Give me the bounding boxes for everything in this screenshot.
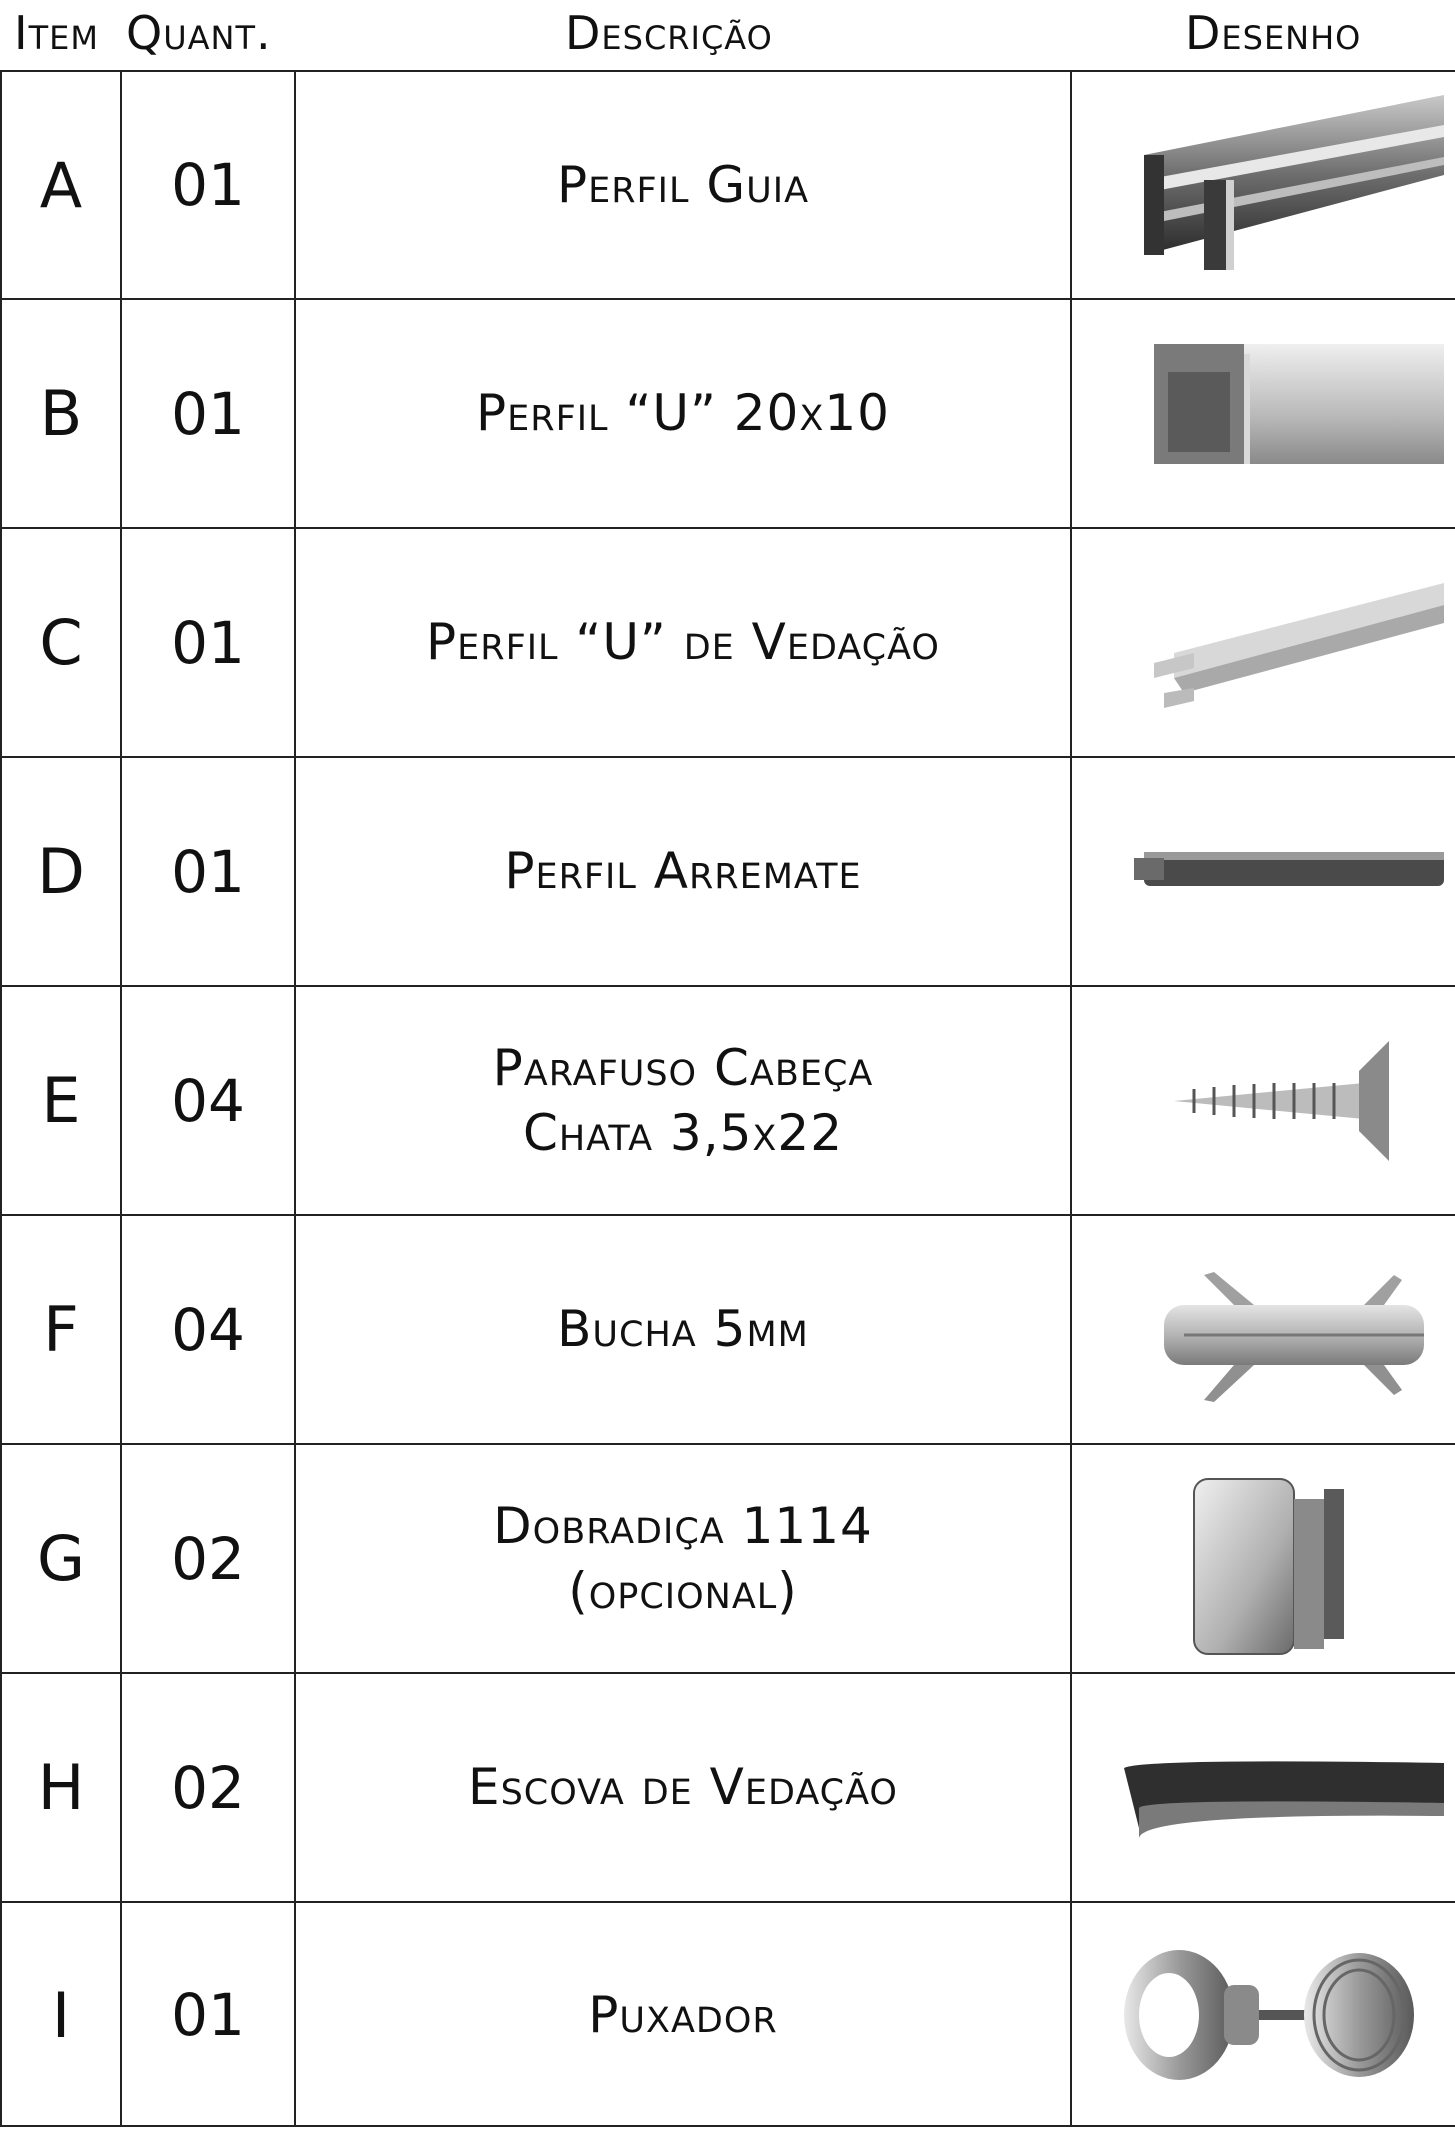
item-letter: B bbox=[0, 300, 122, 527]
item-letter: D bbox=[0, 758, 122, 985]
description-line: Perfil “U” 20x10 bbox=[476, 384, 890, 442]
table-row bbox=[0, 72, 1455, 300]
item-quantity: 02 bbox=[122, 1674, 296, 1901]
description-line: Bucha 5mm bbox=[557, 1300, 809, 1358]
description-line: Perfil “U” de Vedação bbox=[426, 613, 940, 671]
item-drawing bbox=[1072, 1674, 1455, 1901]
item-quantity: 01 bbox=[122, 300, 296, 527]
table-row bbox=[0, 1674, 1455, 1903]
item-description bbox=[296, 987, 1072, 1214]
item-quantity: 01 bbox=[122, 529, 296, 756]
table-row bbox=[0, 987, 1455, 1216]
item-quantity: 02 bbox=[122, 1445, 296, 1672]
item-drawing bbox=[1072, 1903, 1455, 2127]
item-letter: G bbox=[0, 1445, 122, 1672]
sealing-u-profile-icon bbox=[1084, 543, 1444, 743]
item-description bbox=[296, 1445, 1072, 1672]
item-description bbox=[296, 72, 1072, 298]
table-row bbox=[0, 1445, 1455, 1674]
item-letter: A bbox=[0, 72, 122, 298]
item-quantity: 01 bbox=[122, 72, 296, 298]
item-description bbox=[296, 1674, 1072, 1901]
description-line: Puxador bbox=[588, 1985, 778, 2044]
item-letter: E bbox=[0, 987, 122, 1214]
u-profile-icon bbox=[1084, 314, 1444, 514]
description-line: Escova de Vedação bbox=[468, 1758, 898, 1816]
item-drawing bbox=[1072, 72, 1455, 298]
item-description bbox=[296, 1216, 1072, 1443]
item-quantity: 01 bbox=[122, 758, 296, 985]
header-drawing: Desenho bbox=[1185, 6, 1362, 60]
finishing-profile-icon bbox=[1084, 772, 1444, 972]
table-row bbox=[0, 1216, 1455, 1445]
item-letter: F bbox=[0, 1216, 122, 1443]
item-quantity: 04 bbox=[122, 987, 296, 1214]
item-letter: H bbox=[0, 1674, 122, 1901]
item-quantity: 04 bbox=[122, 1216, 296, 1443]
item-letter: I bbox=[0, 1903, 122, 2127]
description-line: Dobradiça 1114 bbox=[493, 1496, 873, 1555]
description-line: Chata 3,5x22 bbox=[522, 1103, 844, 1162]
hinge-icon bbox=[1084, 1459, 1444, 1659]
item-drawing bbox=[1072, 1445, 1455, 1672]
description-line: Perfil Guia bbox=[556, 155, 810, 214]
item-drawing bbox=[1072, 529, 1455, 756]
sealing-brush-icon bbox=[1084, 1688, 1444, 1888]
screw-icon bbox=[1084, 1001, 1444, 1201]
description-line: (opcional) bbox=[568, 1561, 798, 1620]
parts-table bbox=[0, 70, 1455, 2127]
description-line: Perfil Arremate bbox=[504, 842, 862, 900]
guide-profile-icon bbox=[1084, 85, 1444, 285]
table-row bbox=[0, 758, 1455, 987]
item-description bbox=[296, 758, 1072, 985]
header-description: Descrição bbox=[565, 6, 773, 60]
table-row bbox=[0, 300, 1455, 529]
item-description bbox=[296, 300, 1072, 527]
item-description bbox=[296, 1903, 1072, 2127]
table-row bbox=[0, 1903, 1455, 2127]
item-quantity: 01 bbox=[122, 1903, 296, 2127]
description-line: Parafuso Cabeça bbox=[492, 1038, 874, 1097]
item-letter: C bbox=[0, 529, 122, 756]
table-header bbox=[0, 0, 1455, 70]
item-description bbox=[296, 529, 1072, 756]
item-drawing bbox=[1072, 987, 1455, 1214]
header-item: Item bbox=[14, 6, 99, 60]
wall-plug-icon bbox=[1084, 1230, 1444, 1430]
item-drawing bbox=[1072, 300, 1455, 527]
table-row bbox=[0, 529, 1455, 758]
item-drawing bbox=[1072, 1216, 1455, 1443]
item-drawing bbox=[1072, 758, 1455, 985]
handle-icon bbox=[1084, 1915, 1444, 2115]
header-quantity: Quant. bbox=[126, 6, 272, 60]
